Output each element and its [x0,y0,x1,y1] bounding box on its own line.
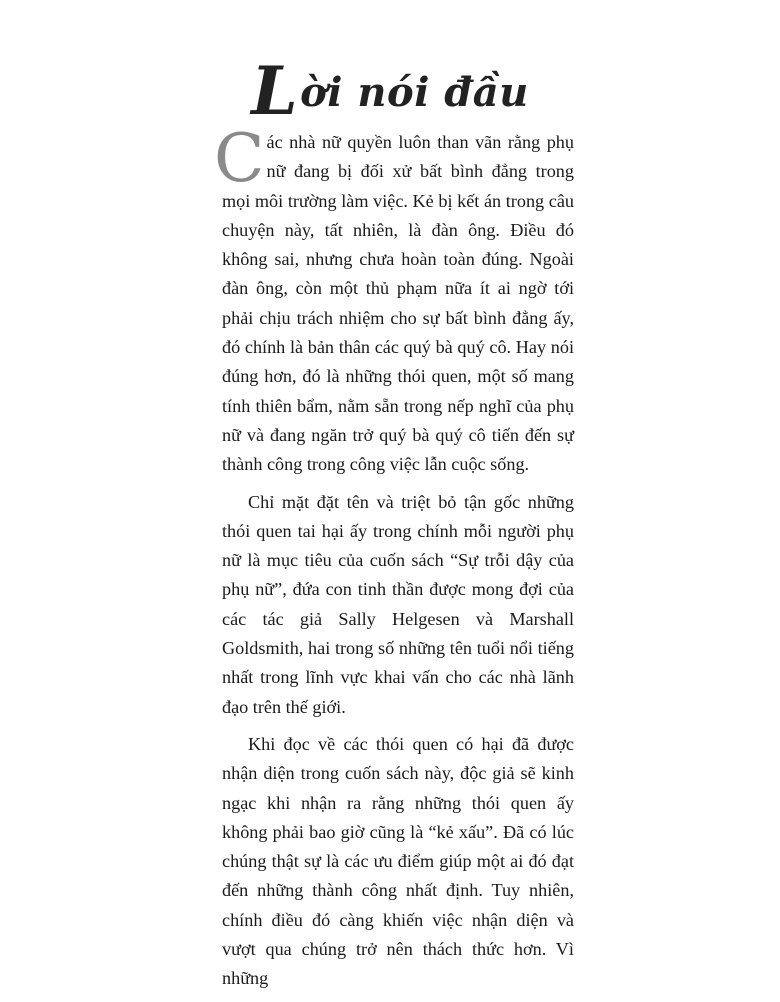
title-rest: ời nói đầu [300,69,529,116]
title-initial: L [251,52,299,130]
paragraph-3: Khi đọc về các thói quen có hại đã được nhận diện trong cuốn sách này, độc giả sẽ kinh ngạc khi nhận ra rằng những thói quen ấy không phải bao giờ cũng là “kẻ xấu”. Đã có lúc chúng thật sự là các ưu điểm giúp một ai đó đạt đến những thành công nhất định. Tuy nhiên, chính điều đó càng khiến việc nhận diện và vượt qua chúng trở nên thách thức hơn. Vì những [222,733,574,989]
paragraph-2: Chỉ mặt đặt tên và triệt bỏ tận gốc những thói quen tai hại ấy trong chính mỗi người phụ nữ là mục tiêu của cuốn sách “Sự trỗi dậy của phụ nữ”, đứa con tinh thần được mong đợi của các tác giả Sally Helgesen và Marshall Goldsmith, hai trong số những tên tuổi nổi tiếng nhất trong lĩnh vực khai vấn cho các nhà lãnh đạo trên thế giới. [222,491,574,717]
paragraph-1-text: ác nhà nữ quyền luôn than vãn rằng phụ nữ đang bị đối xử bất bình đẳng trong mọi môi trường làm việc. Kẻ bị kết án trong câu chuyện này, tất nhiên, là đàn ông. Điều đó không sai, nhưng chưa hoàn toàn đúng. Ngoài đàn ông, còn một thủ phạm nữa ít ai ngờ tới phải chịu trách nhiệm cho sự bất bình đẳng ấy, đó chính là bản thân các quý bà quý cô. Hay nói đúng hơn, đó là những thói quen, một số mang tính thiên bẩm, nằm sẵn trong nếp nghĩ của phụ nữ và đang ngăn trở quý bà quý cô tiến đến sự thành công trong công việc lẫn cuộc sống. [222,132,574,475]
page-title [0,52,780,130]
body-text [214,120,574,1002]
paragraph-1 [214,120,574,480]
drop-cap: C [214,120,265,197]
